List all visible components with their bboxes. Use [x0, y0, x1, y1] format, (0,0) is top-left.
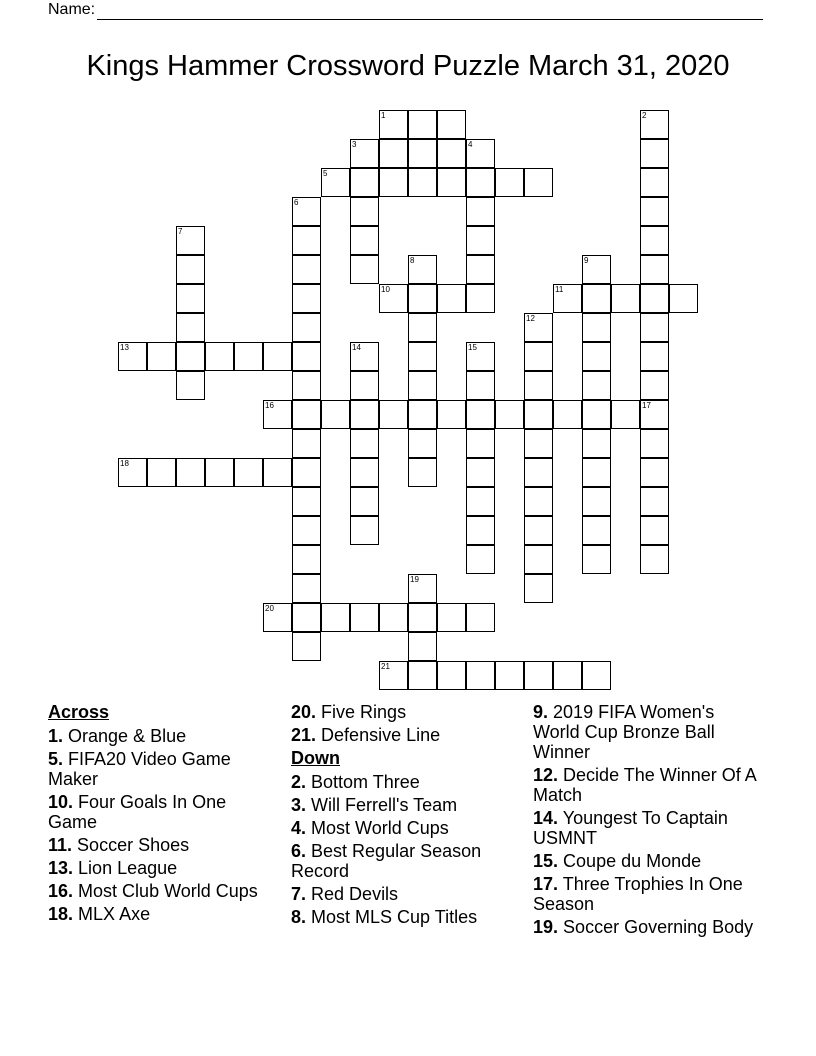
grid-cell[interactable]: [437, 168, 466, 197]
clue-across-1: 1. Orange & Blue: [48, 726, 187, 746]
grid-cell[interactable]: [466, 400, 495, 429]
grid-cell[interactable]: [321, 603, 350, 632]
grid-cell[interactable]: [321, 400, 350, 429]
grid-cell[interactable]: [292, 574, 321, 603]
grid-cell[interactable]: [176, 313, 205, 342]
grid-cell[interactable]: [379, 110, 408, 139]
grid-cell[interactable]: [292, 458, 321, 487]
grid-cell[interactable]: [640, 545, 669, 574]
grid-cell[interactable]: [350, 458, 379, 487]
grid-cell[interactable]: [466, 139, 495, 168]
grid-cell[interactable]: [640, 197, 669, 226]
grid-cell[interactable]: [350, 255, 379, 284]
grid-cell[interactable]: [292, 487, 321, 516]
grid-cell[interactable]: [408, 284, 437, 313]
grid-cell[interactable]: [466, 342, 495, 371]
grid-cell[interactable]: [176, 226, 205, 255]
grid-cell[interactable]: [640, 400, 669, 429]
grid-cell[interactable]: [640, 371, 669, 400]
name-blank-line[interactable]: [97, 5, 763, 20]
clue-down-7: 7. Red Devils: [291, 884, 399, 904]
clue-number-label: 3: [352, 140, 357, 149]
grid-cell[interactable]: [611, 400, 640, 429]
grid-cell[interactable]: [524, 661, 553, 690]
grid-cell[interactable]: [466, 226, 495, 255]
grid-cell[interactable]: [437, 284, 466, 313]
grid-cell[interactable]: [524, 487, 553, 516]
clue-number-label: 1: [381, 111, 386, 120]
grid-cell[interactable]: [292, 545, 321, 574]
page-title: Kings Hammer Crossword Puzzle March 31, 2020: [86, 50, 730, 82]
grid-cell[interactable]: [350, 516, 379, 545]
grid-cell[interactable]: [524, 168, 553, 197]
grid-cell[interactable]: [408, 110, 437, 139]
grid-cell[interactable]: [582, 284, 611, 313]
clue-number-label: 14: [352, 343, 361, 352]
grid-cell[interactable]: [582, 429, 611, 458]
grid-cell[interactable]: [350, 168, 379, 197]
grid-cell[interactable]: [408, 661, 437, 690]
grid-cell[interactable]: [640, 458, 669, 487]
grid-cell[interactable]: [640, 516, 669, 545]
clue-down-19: 19. Soccer Governing Body: [533, 917, 754, 937]
grid-cell[interactable]: [379, 400, 408, 429]
grid-cell[interactable]: [118, 342, 147, 371]
grid-cell[interactable]: [640, 255, 669, 284]
grid-cell[interactable]: [524, 371, 553, 400]
clue-across-11: 11. Soccer Shoes: [48, 835, 190, 855]
grid-cell[interactable]: [466, 284, 495, 313]
grid-cell[interactable]: [524, 574, 553, 603]
clue-across-10: 10. Four Goals In One Game: [48, 792, 227, 832]
grid-cell[interactable]: [582, 487, 611, 516]
clue-down-6: 6. Best Regular Season Record: [291, 841, 482, 881]
grid-cell[interactable]: [350, 603, 379, 632]
grid-cell[interactable]: [611, 284, 640, 313]
grid-cell[interactable]: [118, 458, 147, 487]
grid-cell[interactable]: [147, 342, 176, 371]
clue-number-label: 12: [526, 314, 535, 323]
grid-cell[interactable]: [640, 487, 669, 516]
clue-number-label: 17: [642, 401, 651, 410]
grid-cell[interactable]: [292, 226, 321, 255]
grid-cell[interactable]: [350, 400, 379, 429]
clues-column-3: [533, 702, 763, 940]
grid-cell[interactable]: [176, 458, 205, 487]
grid-cell[interactable]: [582, 516, 611, 545]
clue-across-13: 13. Lion League: [48, 858, 178, 878]
grid-cell[interactable]: [321, 168, 350, 197]
grid-cell[interactable]: [408, 429, 437, 458]
grid-cell[interactable]: [408, 400, 437, 429]
clue-number-label: 7: [178, 227, 183, 236]
clue-across-16: 16. Most Club World Cups: [48, 881, 258, 901]
grid-cell[interactable]: [495, 661, 524, 690]
grid-cell[interactable]: [582, 661, 611, 690]
clue-down-4: 4. Most World Cups: [291, 818, 449, 838]
grid-cell[interactable]: [669, 284, 698, 313]
grid-cell[interactable]: [292, 400, 321, 429]
grid-cell[interactable]: [379, 168, 408, 197]
grid-cell[interactable]: [640, 226, 669, 255]
grid-cell[interactable]: [466, 661, 495, 690]
clue-number-label: 10: [381, 285, 390, 294]
grid-cell[interactable]: [408, 342, 437, 371]
grid-cell[interactable]: [379, 661, 408, 690]
grid-cell[interactable]: [466, 458, 495, 487]
grid-cell[interactable]: [582, 545, 611, 574]
grid-cell[interactable]: [408, 632, 437, 661]
clue-down-3: 3. Will Ferrell's Team: [291, 795, 458, 815]
clue-number-label: 19: [410, 575, 419, 584]
grid-cell[interactable]: [350, 487, 379, 516]
grid-cell[interactable]: [176, 255, 205, 284]
grid-cell[interactable]: [466, 429, 495, 458]
clue-number-label: 2: [642, 111, 647, 120]
grid-cell[interactable]: [408, 139, 437, 168]
grid-cell[interactable]: [147, 458, 176, 487]
grid-cell[interactable]: [350, 371, 379, 400]
grid-cell[interactable]: [234, 458, 263, 487]
grid-cell[interactable]: [524, 516, 553, 545]
grid-cell[interactable]: [582, 255, 611, 284]
grid-cell[interactable]: [292, 429, 321, 458]
grid-cell[interactable]: [524, 400, 553, 429]
grid-cell[interactable]: [205, 342, 234, 371]
grid-cell[interactable]: [640, 342, 669, 371]
name-label: Name:: [48, 1, 96, 18]
clue-down-17: 17. Three Trophies In One Season: [533, 874, 743, 914]
clues-column-2: [291, 702, 516, 930]
clue-number-label: 20: [265, 604, 274, 613]
grid-cell[interactable]: [292, 516, 321, 545]
clue-number-label: 6: [294, 198, 299, 207]
grid-cell[interactable]: [176, 342, 205, 371]
grid-cell[interactable]: [176, 284, 205, 313]
grid-cell[interactable]: [524, 429, 553, 458]
grid-cell[interactable]: [350, 226, 379, 255]
grid-cell[interactable]: [408, 168, 437, 197]
clue-number-label: 8: [410, 256, 415, 265]
name-field: [48, 0, 763, 20]
grid-cell[interactable]: [466, 371, 495, 400]
grid-cell[interactable]: [640, 168, 669, 197]
clue-down-8: 8. Most MLS Cup Titles: [291, 907, 478, 927]
grid-cell[interactable]: [640, 284, 669, 313]
grid-cell[interactable]: [234, 342, 263, 371]
grid-cell[interactable]: [466, 487, 495, 516]
grid-cell[interactable]: [350, 429, 379, 458]
grid-cell[interactable]: [408, 313, 437, 342]
grid-cell[interactable]: [466, 197, 495, 226]
grid-cell[interactable]: [524, 458, 553, 487]
clue-number-label: 21: [381, 662, 390, 671]
clue-down-14: 14. Youngest To Captain USMNT: [533, 808, 728, 848]
grid-cell[interactable]: [553, 661, 582, 690]
grid-cell[interactable]: [263, 342, 292, 371]
grid-cell[interactable]: [379, 284, 408, 313]
grid-cell[interactable]: [466, 516, 495, 545]
grid-cell[interactable]: [292, 197, 321, 226]
grid-cell[interactable]: [263, 603, 292, 632]
grid-cell[interactable]: [437, 661, 466, 690]
grid-cell[interactable]: [350, 342, 379, 371]
grid-cell[interactable]: [292, 371, 321, 400]
grid-cell[interactable]: [408, 603, 437, 632]
grid-cell[interactable]: [582, 342, 611, 371]
clue-number-label: 13: [120, 343, 129, 352]
clue-down-2: 2. Bottom Three: [291, 772, 420, 792]
clue-across-5: 5. FIFA20 Video Game Maker: [48, 749, 231, 789]
grid-cell[interactable]: [553, 284, 582, 313]
grid-cell[interactable]: [582, 371, 611, 400]
clue-number-label: 9: [584, 256, 589, 265]
grid-cell[interactable]: [379, 603, 408, 632]
grid-cell[interactable]: [582, 313, 611, 342]
grid-cell[interactable]: [437, 603, 466, 632]
clue-down-15: 15. Coupe du Monde: [533, 851, 702, 871]
clue-across-20: 20. Five Rings: [291, 702, 407, 722]
grid-cell[interactable]: [408, 371, 437, 400]
grid-cell[interactable]: [408, 458, 437, 487]
grid-cell[interactable]: [379, 139, 408, 168]
grid-cell[interactable]: [263, 458, 292, 487]
clue-across-18: 18. MLX Axe: [48, 904, 151, 924]
grid-cell[interactable]: [524, 545, 553, 574]
grid-cell[interactable]: [582, 458, 611, 487]
grid-cell[interactable]: [524, 342, 553, 371]
clue-number-label: 16: [265, 401, 274, 410]
clue-number-label: 15: [468, 343, 477, 352]
grid-cell[interactable]: [350, 139, 379, 168]
grid-cell[interactable]: [263, 400, 292, 429]
grid-cell[interactable]: [466, 168, 495, 197]
clue-down-9: 9. 2019 FIFA Women's World Cup Bronze Ball Winner: [533, 702, 715, 762]
grid-cell[interactable]: [176, 371, 205, 400]
grid-cell[interactable]: [495, 400, 524, 429]
grid-cell[interactable]: [437, 110, 466, 139]
clue-number-label: 4: [468, 140, 473, 149]
clue-number-label: 5: [323, 169, 328, 178]
clue-number-label: 11: [555, 285, 564, 294]
clue-across-21: 21. Defensive Line: [291, 725, 441, 745]
grid-cell[interactable]: [553, 400, 582, 429]
grid-cell[interactable]: [205, 458, 234, 487]
grid-cell[interactable]: [408, 255, 437, 284]
grid-cell[interactable]: [466, 545, 495, 574]
clues-column-1: [48, 702, 278, 927]
grid-cell[interactable]: [292, 255, 321, 284]
across-heading: Across: [48, 702, 110, 722]
grid-cell[interactable]: [292, 632, 321, 661]
grid-cell[interactable]: [408, 574, 437, 603]
grid-cell[interactable]: [640, 110, 669, 139]
grid-cell[interactable]: [582, 400, 611, 429]
grid-cell[interactable]: [640, 429, 669, 458]
grid-cell[interactable]: [524, 313, 553, 342]
grid-cell[interactable]: [292, 313, 321, 342]
clue-down-12: 12. Decide The Winner Of A Match: [533, 765, 756, 805]
grid-cell[interactable]: [437, 400, 466, 429]
grid-cell[interactable]: [437, 139, 466, 168]
down-heading: Down: [291, 748, 340, 768]
grid-cell[interactable]: [640, 139, 669, 168]
grid-cell[interactable]: [292, 284, 321, 313]
grid-cell[interactable]: [292, 603, 321, 632]
grid-cell[interactable]: [292, 342, 321, 371]
grid-cell[interactable]: [640, 313, 669, 342]
grid-cell[interactable]: [350, 197, 379, 226]
clue-number-label: 18: [120, 459, 129, 468]
grid-cell[interactable]: [466, 603, 495, 632]
grid-cell[interactable]: [466, 255, 495, 284]
grid-cell[interactable]: [495, 168, 524, 197]
